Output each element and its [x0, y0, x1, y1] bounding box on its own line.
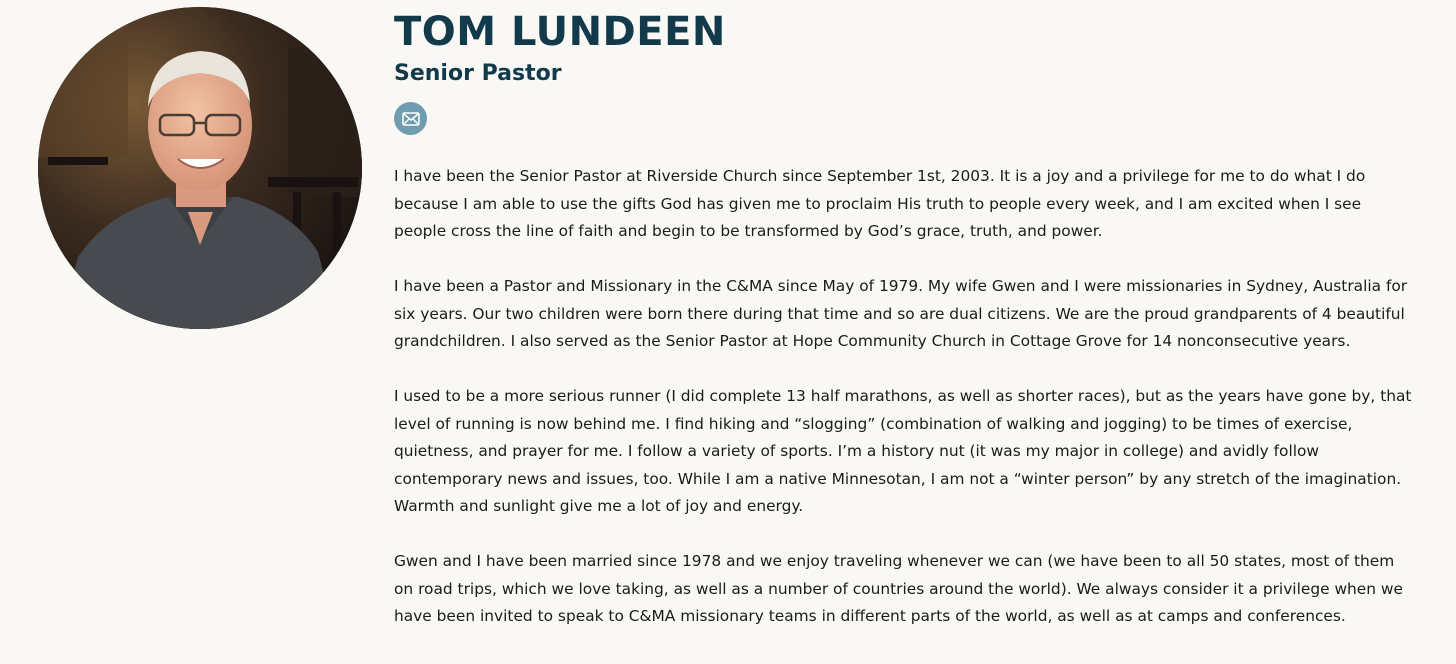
bio-paragraph [394, 273, 1444, 356]
bio-line: Warmth and sunlight give me a lot of joy and energy. [394, 497, 804, 515]
profile-content [394, 8, 1444, 658]
profile-bio [394, 163, 1444, 631]
bio-line: I used to be a more serious runner (I did complete 13 half marathons, as well as shorter races), but as the years have gone by, that [394, 387, 1412, 405]
bio-line: six years. Our two children were born there during that time and so are dual citizens. We are the proud grandparents of 4 beautiful [394, 304, 1405, 323]
bio-line: I have been a Pastor and Missionary in the C&MA since May of 1979. My wife Gwen and I were missionaries in Sydney, Australia for [394, 277, 1408, 295]
bio-line: people cross the line of faith and begin to be transformed by God’s grace, truth, and power. [394, 222, 1103, 240]
bio-line: have been invited to speak to C&MA missionary teams in different parts of the world, as well as at camps and conferences. [394, 607, 1346, 625]
bio-line: because I am able to use the gifts God has given me to proclaim His truth to people every week, and I am excited when I see [394, 194, 1362, 213]
bio-line: Gwen and I have been married since 1978 and we enjoy traveling whenever we can (we have been to all 50 states, most of them [394, 552, 1395, 570]
bio-line: on road trips, which we love taking, as well as a number of countries around the world). We always consider it a privilege when we [394, 579, 1403, 598]
bio-line: I have been the Senior Pastor at Riverside Church since September 1st, 2003. It is a joy and a privilege for me to do what I do [394, 167, 1366, 185]
profile-photo [38, 7, 362, 329]
envelope-icon [402, 112, 420, 126]
bio-paragraph [394, 548, 1444, 631]
bio-line: contemporary news and issues, too. While I am a native Minnesotan, I am not a “winter person” by any stretch of the imagination. [394, 469, 1402, 488]
bio-line: quietness, and prayer for me. I follow a variety of sports. I’m a history nut (it was my major in college) and avidly follow [394, 442, 1320, 460]
bio-line: grandchildren. I also served as the Senior Pastor at Hope Community Church in Cottage Grove for 14 nonconsecutive years. [394, 332, 1351, 350]
bio-paragraph [394, 163, 1444, 246]
bio-paragraph [394, 383, 1444, 521]
profile-name: TOM LUNDEEN [394, 9, 726, 55]
email-button[interactable] [394, 102, 427, 135]
profile-title: Senior Pastor [394, 61, 562, 86]
bio-line: level of running is now behind me. I find hiking and “slogging” (combination of walking and jogging) to be times of exercise, [394, 414, 1353, 433]
